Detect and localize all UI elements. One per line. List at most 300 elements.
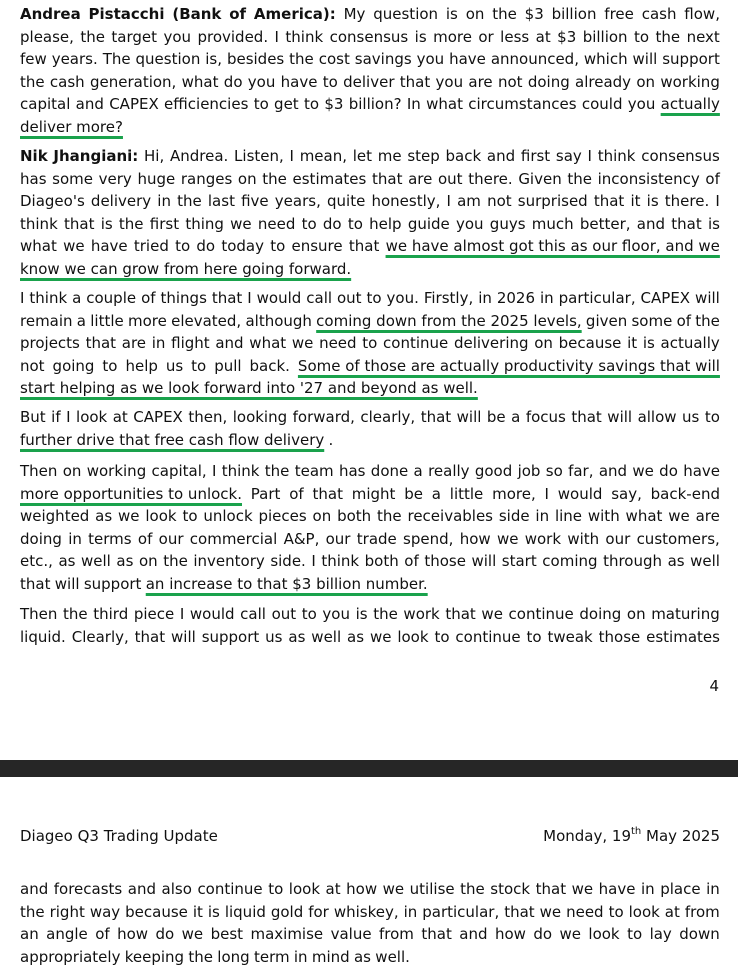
text-line [20, 878, 720, 901]
word: that [85, 334, 117, 352]
word: well. [375, 947, 410, 966]
word: that [312, 484, 343, 503]
word: will [632, 50, 658, 68]
word: a [431, 484, 441, 503]
highlighted-phrase: Some of those are actually productivity savings that will [297, 356, 720, 375]
word: years. [51, 50, 98, 68]
text-line [20, 145, 720, 168]
word: flight [171, 334, 210, 352]
word: given [585, 311, 628, 330]
word: the [492, 5, 517, 23]
text-line [20, 626, 720, 649]
text-line [20, 923, 720, 946]
word: do [533, 925, 553, 943]
word: those [598, 627, 641, 646]
word: target [111, 27, 158, 46]
word: the [373, 605, 398, 623]
word: are [468, 72, 493, 91]
word: also [161, 880, 192, 898]
word: say [555, 147, 582, 165]
word: at [112, 408, 128, 426]
word: we [291, 334, 314, 352]
text-line [20, 332, 720, 355]
text-line [20, 406, 720, 429]
word: and [459, 925, 488, 943]
word: start [501, 552, 537, 570]
word: announced, [490, 50, 579, 68]
word: best [210, 925, 244, 943]
word: lay [649, 925, 672, 943]
speaker-name: of [229, 5, 247, 23]
word: Part [250, 484, 281, 503]
word: elevated, [171, 311, 242, 330]
word: circumstances [468, 95, 577, 113]
word: what [20, 237, 57, 255]
word: to [301, 605, 317, 623]
word: say, [611, 484, 642, 503]
word: clearly, [360, 408, 416, 426]
word: to [322, 72, 338, 91]
word: will [456, 408, 482, 426]
word: I [311, 552, 316, 570]
running-header [20, 825, 720, 847]
text-line [20, 190, 720, 213]
word: to [704, 408, 720, 426]
word: support [201, 627, 260, 646]
word: continue [197, 880, 263, 898]
word: the [188, 947, 213, 966]
word: deliver [343, 72, 395, 91]
word: how [459, 529, 491, 548]
word: generation, [89, 72, 177, 91]
word: billion [582, 27, 628, 46]
word: do [659, 462, 678, 480]
word: help [125, 356, 158, 375]
word: little [449, 484, 484, 503]
paragraph-question-andrea-pistacchi [20, 3, 720, 138]
word: the [377, 507, 402, 525]
word: I [587, 147, 592, 165]
word: as [353, 947, 371, 966]
word: guys [489, 214, 526, 233]
word: etc., [20, 552, 53, 570]
word: be [404, 484, 423, 503]
word: way [89, 902, 121, 921]
word: continue [508, 605, 574, 623]
word: do [322, 214, 342, 233]
word: to [366, 289, 382, 307]
word: would [189, 605, 235, 623]
word: we [181, 925, 204, 943]
word: spend, [403, 529, 454, 548]
word: what [249, 334, 287, 352]
word: few [20, 50, 47, 68]
word: that [371, 169, 403, 188]
word: and [20, 880, 49, 898]
word: both [337, 507, 372, 525]
text-line [20, 946, 720, 969]
date-month-year: May 2025 [641, 827, 720, 845]
word: Listen, [234, 147, 284, 165]
text-line [20, 429, 720, 452]
word: of [137, 529, 153, 548]
word: question [373, 5, 439, 23]
word: need [566, 902, 604, 921]
word: to [434, 627, 450, 646]
word: let [352, 147, 373, 165]
word: some [631, 311, 673, 330]
speaker-name: Pistacchi [88, 5, 165, 23]
word: could [581, 95, 623, 113]
word: I [66, 408, 71, 426]
word: look [588, 925, 620, 943]
word: out [438, 169, 463, 188]
word: you [627, 95, 656, 113]
word: very [98, 169, 132, 188]
word: because [125, 902, 188, 921]
word: then, [188, 408, 228, 426]
word: commercial [189, 529, 278, 548]
word: from [379, 925, 414, 943]
paragraph-answer-nik-jhangiani [20, 145, 720, 280]
text-line [20, 377, 720, 400]
word: of [676, 311, 692, 330]
word: liquid. [20, 627, 66, 646]
word: first [149, 214, 180, 233]
word: is [445, 5, 458, 23]
word: and [127, 880, 157, 898]
word: what [426, 95, 463, 113]
word: piece [133, 605, 175, 623]
word: particular, [422, 902, 500, 921]
word: billion [551, 5, 597, 23]
word: estimates [646, 627, 720, 646]
word: call [306, 289, 333, 307]
word: out [271, 605, 297, 623]
word: Given [518, 169, 562, 188]
word: much [531, 214, 574, 233]
word: on [626, 605, 646, 623]
word: a [511, 408, 521, 426]
word: is, [205, 50, 223, 68]
word: ranges [180, 169, 233, 188]
word: out [337, 289, 362, 307]
word: maximise [250, 925, 324, 943]
page-break-divider [0, 760, 738, 777]
word: customers, [636, 529, 720, 548]
word: you [322, 605, 350, 623]
word: last [207, 192, 235, 210]
speaker-name: Nik [20, 147, 48, 165]
word: the [163, 552, 188, 570]
word: $3 [324, 95, 344, 113]
word: doing [527, 72, 570, 91]
word: little [90, 311, 124, 330]
word: we [668, 507, 690, 525]
text-line [20, 3, 720, 26]
word: gold [270, 902, 304, 921]
word: forward, [292, 408, 355, 426]
word: a [413, 462, 423, 480]
word: on [534, 334, 553, 352]
word: is [355, 605, 368, 623]
word: that [348, 237, 380, 255]
word: I [247, 289, 252, 307]
word: Hi, [144, 147, 165, 165]
word: will [695, 289, 720, 307]
word: pull [214, 356, 242, 375]
text-line [20, 258, 720, 281]
word: far, [568, 462, 594, 480]
word: a [76, 311, 86, 330]
word: me [377, 147, 402, 165]
text-line [20, 505, 720, 528]
word: that [211, 289, 243, 307]
text-line [20, 460, 720, 483]
word: continue [455, 627, 521, 646]
word: in [68, 529, 82, 548]
word: support [83, 574, 142, 593]
word: working [660, 72, 720, 91]
text-line [20, 573, 720, 596]
word: I [289, 147, 294, 165]
word: at [535, 27, 551, 46]
word: is [707, 214, 720, 233]
text-line [20, 310, 720, 333]
word: need [257, 214, 296, 233]
word: third [93, 605, 129, 623]
word: the [264, 462, 290, 480]
word: capital [20, 95, 71, 113]
word: to [303, 95, 320, 113]
highlighted-phrase: actually [660, 95, 720, 113]
word: call [240, 605, 266, 623]
speaker-name: Jhangiani: [53, 147, 139, 165]
word: pieces [258, 507, 307, 525]
word: term [253, 947, 290, 966]
word: look [76, 408, 108, 426]
word: our [605, 529, 631, 548]
word: I [544, 484, 549, 503]
word: cash [641, 5, 677, 23]
word: and [486, 147, 516, 165]
word: look [288, 880, 321, 898]
word: question [135, 50, 201, 68]
date-day: Monday, 19 [543, 827, 631, 845]
word: from [684, 902, 720, 921]
word: we [481, 605, 503, 623]
word: back-end [650, 484, 720, 503]
highlighted-phrase: more opportunities to unlock. [20, 484, 242, 503]
word: our [325, 529, 351, 548]
word: what [181, 72, 219, 91]
word: going [52, 356, 95, 375]
word: long [217, 947, 250, 966]
word: are [121, 334, 147, 352]
word: done [370, 462, 409, 480]
word: think [321, 552, 360, 570]
word: next [686, 27, 720, 46]
word: But [20, 408, 46, 426]
word: the [460, 880, 485, 898]
word: an [20, 925, 39, 943]
word: has [20, 169, 47, 188]
word: will [471, 552, 497, 570]
word: line [554, 507, 583, 525]
word: the [567, 169, 592, 188]
word: cash [49, 72, 85, 91]
word: how [117, 925, 149, 943]
word: in [293, 947, 308, 966]
word: the [695, 311, 720, 330]
speaker-name: Andrea [20, 5, 81, 23]
word: whiskey, [333, 902, 399, 921]
text-line [20, 603, 720, 626]
word: we [118, 507, 140, 525]
word: although [245, 311, 312, 330]
word: I [179, 605, 185, 623]
word: do [155, 925, 175, 943]
word: maturing [651, 605, 720, 623]
word: think [597, 147, 636, 165]
word: the [20, 902, 45, 921]
word: remain [20, 311, 73, 330]
word: of [141, 289, 156, 307]
word: is [646, 192, 659, 210]
word: Firstly, [423, 289, 474, 307]
word: it [630, 192, 641, 210]
word: please, [20, 27, 74, 46]
word: side [498, 507, 530, 525]
word: to [627, 925, 643, 943]
word: the [118, 214, 144, 233]
word: The [102, 50, 131, 68]
paragraph-continuation [20, 878, 720, 968]
word: as [116, 552, 134, 570]
speaker-name: (Bank [172, 5, 222, 23]
word: Then [20, 462, 58, 480]
word: so [545, 462, 563, 480]
word: because [558, 334, 622, 352]
word: are [408, 169, 433, 188]
word: the [289, 50, 314, 68]
word: a [72, 289, 82, 307]
word: angle [46, 925, 88, 943]
word: delivery [90, 192, 152, 210]
word: that [63, 214, 95, 233]
word: things [160, 289, 207, 307]
word: as [95, 507, 113, 525]
word: liquid [224, 902, 266, 921]
word: unlock [203, 507, 253, 525]
word: be [486, 408, 506, 426]
word: as [288, 627, 306, 646]
word: there. [468, 169, 513, 188]
word: in [151, 334, 166, 352]
word: on [636, 72, 656, 91]
word: free [604, 5, 634, 23]
highlighted-phrase: further drive that free cash flow delivery [20, 430, 325, 449]
word: to [268, 880, 284, 898]
word: keeping [124, 947, 185, 966]
word: that [134, 627, 166, 646]
word: My [343, 5, 366, 23]
word: we [571, 880, 594, 898]
word: is [100, 214, 113, 233]
word: us [682, 408, 700, 426]
word: to [191, 356, 207, 375]
word: we [496, 529, 519, 548]
word: and [598, 462, 628, 480]
word: well [690, 552, 720, 570]
text-line [20, 168, 720, 191]
word: how [494, 925, 526, 943]
text-line [20, 901, 720, 924]
text-line [20, 550, 720, 573]
word: has [338, 462, 366, 480]
text-line [20, 355, 720, 378]
word: Diageo's [20, 192, 85, 210]
word: if [51, 408, 61, 426]
word: there. [664, 192, 710, 210]
word: well [81, 552, 111, 570]
word: look [628, 902, 660, 921]
word: I [715, 192, 720, 210]
word: step [407, 147, 440, 165]
word: doing [579, 605, 622, 623]
word: that [20, 574, 51, 593]
word: think [221, 462, 260, 480]
word: more [128, 311, 167, 330]
word: cost [318, 50, 350, 68]
word: and [215, 334, 244, 352]
word: we [539, 902, 562, 921]
word: years, [274, 192, 321, 210]
word: the [80, 27, 105, 46]
word: huge [137, 169, 176, 188]
word: us [265, 627, 283, 646]
word: allow [637, 408, 677, 426]
word: our [158, 529, 184, 548]
word: at [664, 902, 680, 921]
word: ensure [291, 237, 343, 255]
word: will [607, 408, 633, 426]
word: have [90, 237, 128, 255]
page-number: 4 [709, 677, 719, 695]
word: that [571, 408, 602, 426]
word: In [406, 95, 421, 113]
word: more [433, 27, 472, 46]
word: consensus [329, 27, 409, 46]
word: through [603, 552, 663, 570]
word: as [347, 627, 365, 646]
word: not [487, 192, 512, 210]
word: of [705, 169, 720, 188]
word: it [192, 902, 203, 921]
word: to [270, 237, 286, 255]
document-date [543, 825, 720, 847]
word: capital, [151, 462, 207, 480]
word: team [294, 462, 334, 480]
text-line [20, 483, 720, 506]
word: is [207, 902, 220, 921]
text-line [20, 116, 720, 139]
text-line [20, 528, 720, 551]
word: place [660, 880, 701, 898]
word: tried [133, 237, 169, 255]
word: tweak [547, 627, 593, 646]
word: work [524, 529, 562, 548]
